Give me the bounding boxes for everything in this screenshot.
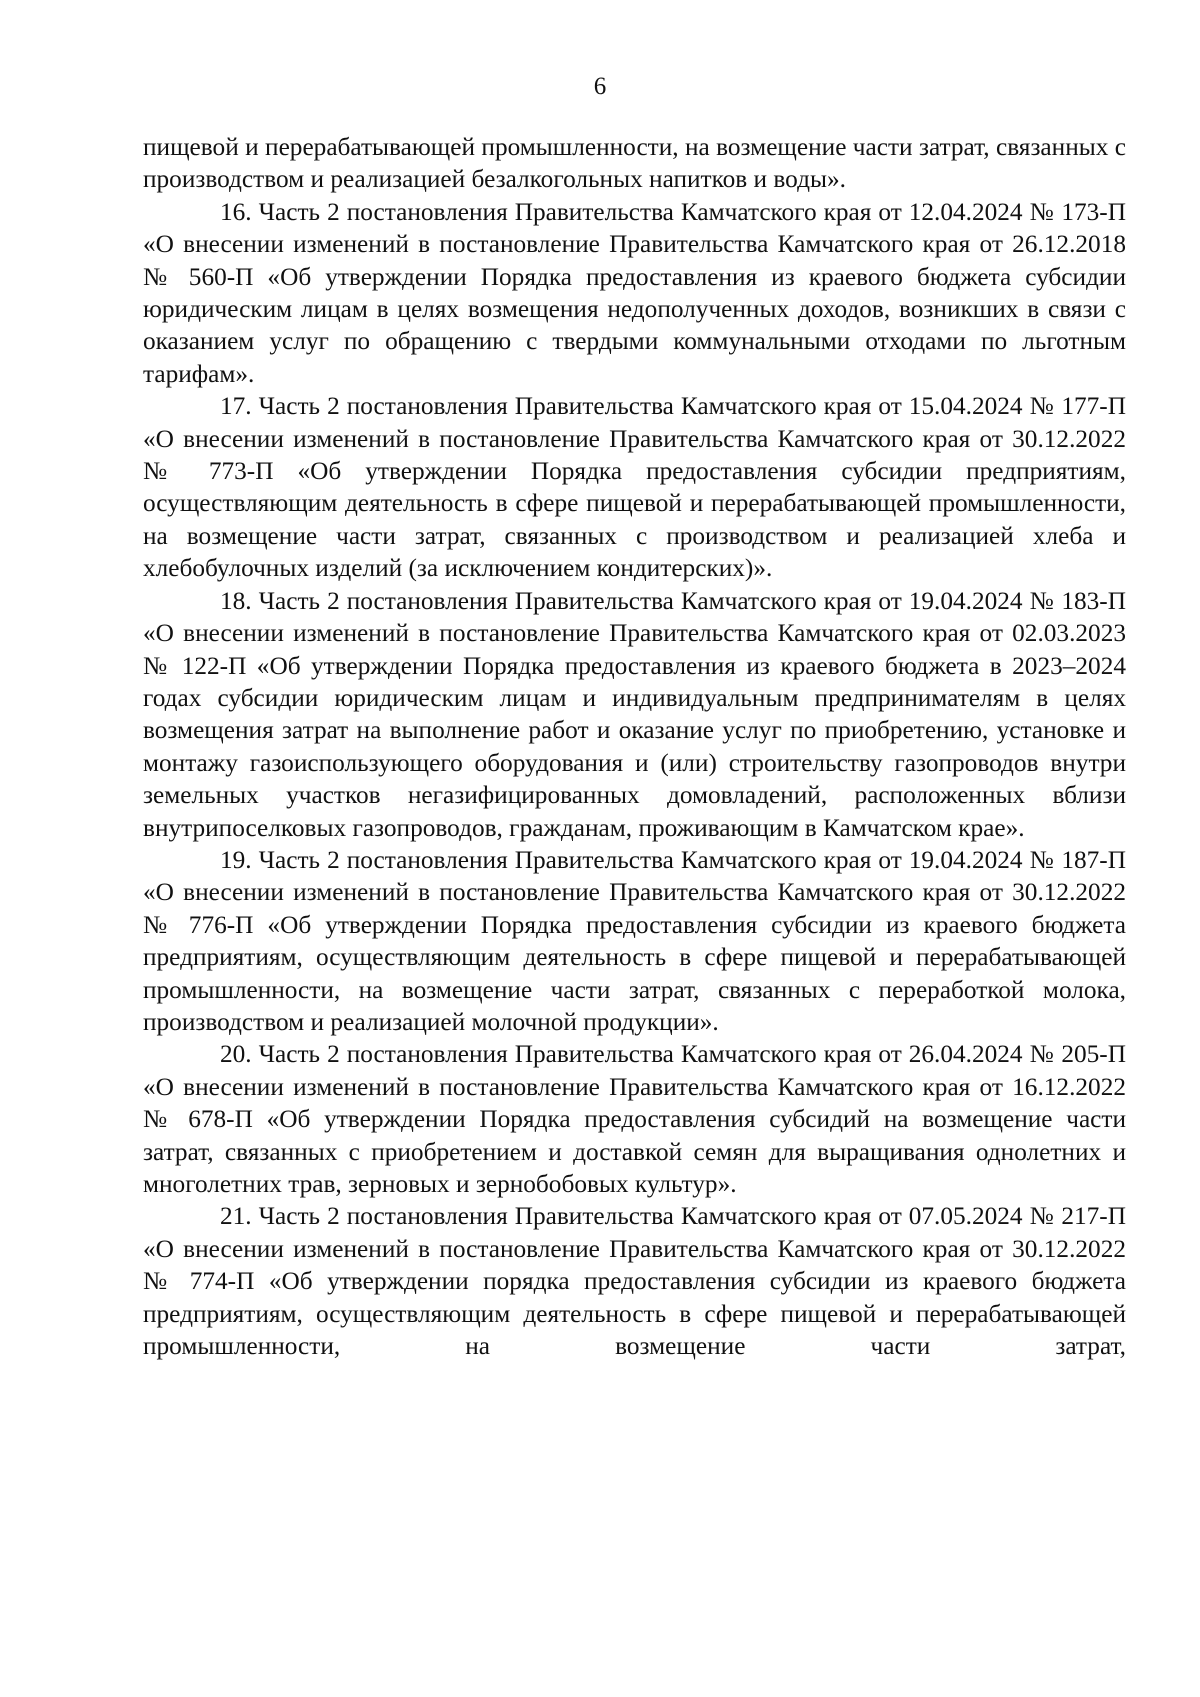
list-item-21: 21. Часть 2 постановления Правительства Камчатского края от 07.05.2024 № 217-П «О внесении изменений в постановление Правительства Камчатского края от 30.12.2022 № 774-П «Об утверждении порядка предоставления субсидии из краевого бюджета предприятиям, осуществляющим деятельность в сфере пищевой и перерабатывающей промышленности, на возмещение части затрат, (143, 1202, 1126, 1361)
list-item-19: 19. Часть 2 постановления Правительства Камчатского края от 19.04.2024 № 187-П «О внесении изменений в постановление Правительства Камчатского края от 30.12.2022 № 776-П «Об утверждении Порядка предоставления субсидии из краевого бюджета предприятиям, осуществляющим деятельность в сфере пищевой и перерабатывающей промышленности, на возмещение части затрат, связанных с переработкой молока, производством и реализацией молочной продукции». (143, 845, 1126, 1036)
list-item-16: 16. Часть 2 постановления Правительства Камчатского края от 12.04.2024 № 173-П «О внесении изменений в постановление Правительства Камчатского края от 26.12.2018 № 560-П «Об утверждении Порядка предоставления из краевого бюджета субсидии юридическим лицам в целях возмещения недополученных доходов, возникших в связи с оказанием услуг по обращению с твердыми коммунальными отходами по льготным тарифам». (143, 197, 1126, 388)
list-item-17: 17. Часть 2 постановления Правительства Камчатского края от 15.04.2024 № 177-П «О внесении изменений в постановление Правительства Камчатского края от 30.12.2022 № 773-П «Об утверждении Порядка предоставления субсидии предприятиям, осуществляющим деятельность в сфере пищевой и перерабатывающей промышленности, на возмещение части затрат, связанных с производством и реализацией хлеба и хлебобулочных изделий (за исключением кондитерских)». (143, 392, 1126, 583)
list-item-18: 18. Часть 2 постановления Правительства Камчатского края от 19.04.2024 № 183-П «О внесении изменений в постановление Правительства Камчатского края от 02.03.2023 № 122-П «Об утверждении Порядка предоставления из краевого бюджета в 2023–2024 годах субсидии юридическим лицам и индивидуальным предпринимателям в целях возмещения затрат на выполнение работ и оказание услуг по приобретению, установке и монтажу газоиспользующего оборудования и (или) строительству газопроводов внутри земельных участков негазифицированных домовладений, расположенных вблизи внутрипоселковых газопроводов, гражданам, проживающим в Камчатском крае». (143, 586, 1126, 842)
list-item-20: 20. Часть 2 постановления Правительства Камчатского края от 26.04.2024 № 205-П «О внесении изменений в постановление Правительства Камчатского края от 16.12.2022 № 678-П «Об утверждении Порядка предоставления субсидий на возмещение части затрат, связанных с приобретением и доставкой семян для выращивания однолетних и многолетних трав, зерновых и зернобобовых культур». (143, 1040, 1126, 1198)
continuation-paragraph: пищевой и перерабатывающей промышленности, на возмещение части затрат, связанных с производством и реализацией безалкогольных напитков и воды». (143, 133, 1126, 194)
page-number: 6 (593, 73, 607, 100)
document-body (143, 131, 1126, 1362)
